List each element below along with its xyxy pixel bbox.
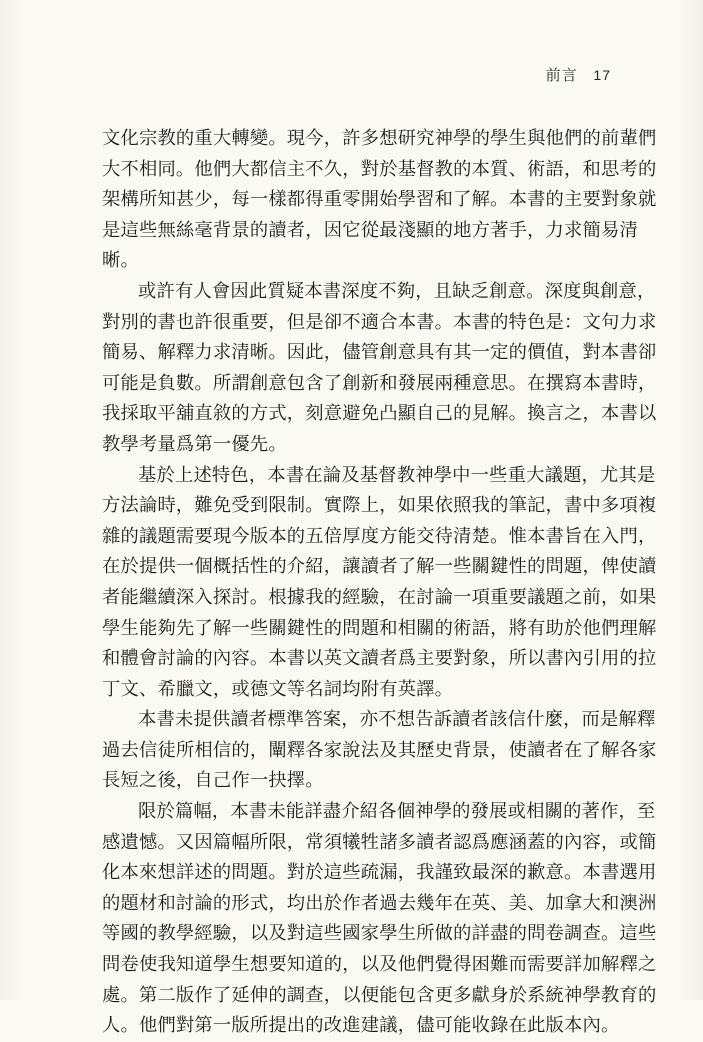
text-line: 簡易、解釋力求清晰。因此，儘管創意具有其一定的價值，對本書卻: [102, 342, 657, 364]
text-line: 者能繼續深入探討。根據我的經驗，在討論一項重要議題之前，如果: [102, 586, 657, 608]
text-line: 限於篇幅，本書未能詳盡介紹各個神學的發展或相關的著作，至: [138, 801, 656, 823]
text-line: 晰。: [102, 250, 139, 272]
text-line: 學生能夠先了解一些關鍵性的問題和相關的術語，將有助於他們理解: [102, 617, 657, 639]
body-text: [102, 124, 657, 1042]
text-line: 和體會討論的內容。本書以英文讀者爲主要對象，所以書內引用的拉: [102, 648, 657, 670]
text-line: 化本來想詳述的問題。對於這些疏漏，我謹致最深的歉意。本書選用: [102, 862, 657, 884]
text-line: 可能是負數。所謂創意包含了創新和發展兩種意思。在撰寫本書時，: [102, 372, 657, 394]
text-line: 雜的議題需要現今版本的五倍厚度方能交待清楚。惟本書旨在入門，: [102, 525, 657, 547]
text-line: 方法論時，難免受到限制。實際上，如果依照我的筆記，書中多項複: [102, 495, 657, 517]
text-line: 基於上述特色，本書在論及基督教神學中一些重大議題，尤其是: [138, 464, 656, 486]
text-line: 處。第二版作了延伸的調查，以便能包含更多獻身於系統神學教育的: [102, 984, 657, 1006]
paragraph: [102, 461, 657, 706]
running-head: [546, 64, 611, 85]
text-line: 文化宗教的重大轉變。現今，許多想研究神學的學生與他們的前輩們: [102, 128, 657, 149]
paragraph: [102, 124, 657, 277]
text-line: 過去信徒所相信的，闡釋各家說法及其歷史背景，使讀者在了解各家: [102, 739, 657, 761]
paragraph: [102, 277, 657, 461]
text-line: 本書未提供讀者標準答案，亦不想告訴讀者該信什麼，而是解釋: [138, 709, 656, 731]
text-line: 大不相同。他們大都信主不久，對於基督教的本質、術語，和思考的: [102, 158, 657, 180]
text-line: 感遺憾。又因篇幅所限，常須犧牲諸多讀者認爲應涵蓋的內容，或簡: [102, 831, 657, 853]
chapter-title: 前言: [545, 66, 578, 84]
text-line: 長短之後，自己作一抉擇。: [102, 770, 324, 792]
text-line: 等國的教學經驗，以及對這些國家學生所做的詳盡的問卷調查。這些: [102, 923, 657, 945]
text-line: 問卷使我知道學生想要知道的，以及他們覺得困難而需要詳加解釋之: [102, 954, 657, 976]
text-line: 丁文、希臘文，或德文等名詞均附有英譯。: [102, 678, 454, 700]
text-line: 或許有人會因此質疑本書深度不夠，且缺乏創意。深度與創意，: [138, 280, 656, 302]
paragraph: [102, 705, 657, 797]
text-line: 架構所知甚少，每一樣都得重零開始學習和了解。本書的主要對象就: [102, 189, 657, 211]
text-line: 的題材和討論的形式，均出於作者過去幾年在英、美、加拿大和澳洲: [102, 892, 657, 914]
text-line: 在於提供一個概括性的介紹，讓讀者了解一些關鍵性的問題，俾使讀: [102, 556, 657, 578]
text-line: 對別的書也許很重要，但是卻不適合本書。本書的特色是：文句力求: [102, 311, 657, 333]
page-number: 17: [593, 67, 611, 83]
text-line: 教學考量爲第一優先。: [102, 433, 287, 455]
text-line: 我採取平舖直敘的方式，刻意避免凸顯自己的見解。換言之，本書以: [102, 403, 657, 425]
text-line: 人。他們對第一版所提出的改進建議，儘可能收錄在此版本內。: [102, 1015, 620, 1037]
text-line: 是這些無絲毫背景的讀者，因它從最淺顯的地方著手，力求簡易清: [102, 219, 638, 241]
paragraph: [102, 797, 657, 1042]
